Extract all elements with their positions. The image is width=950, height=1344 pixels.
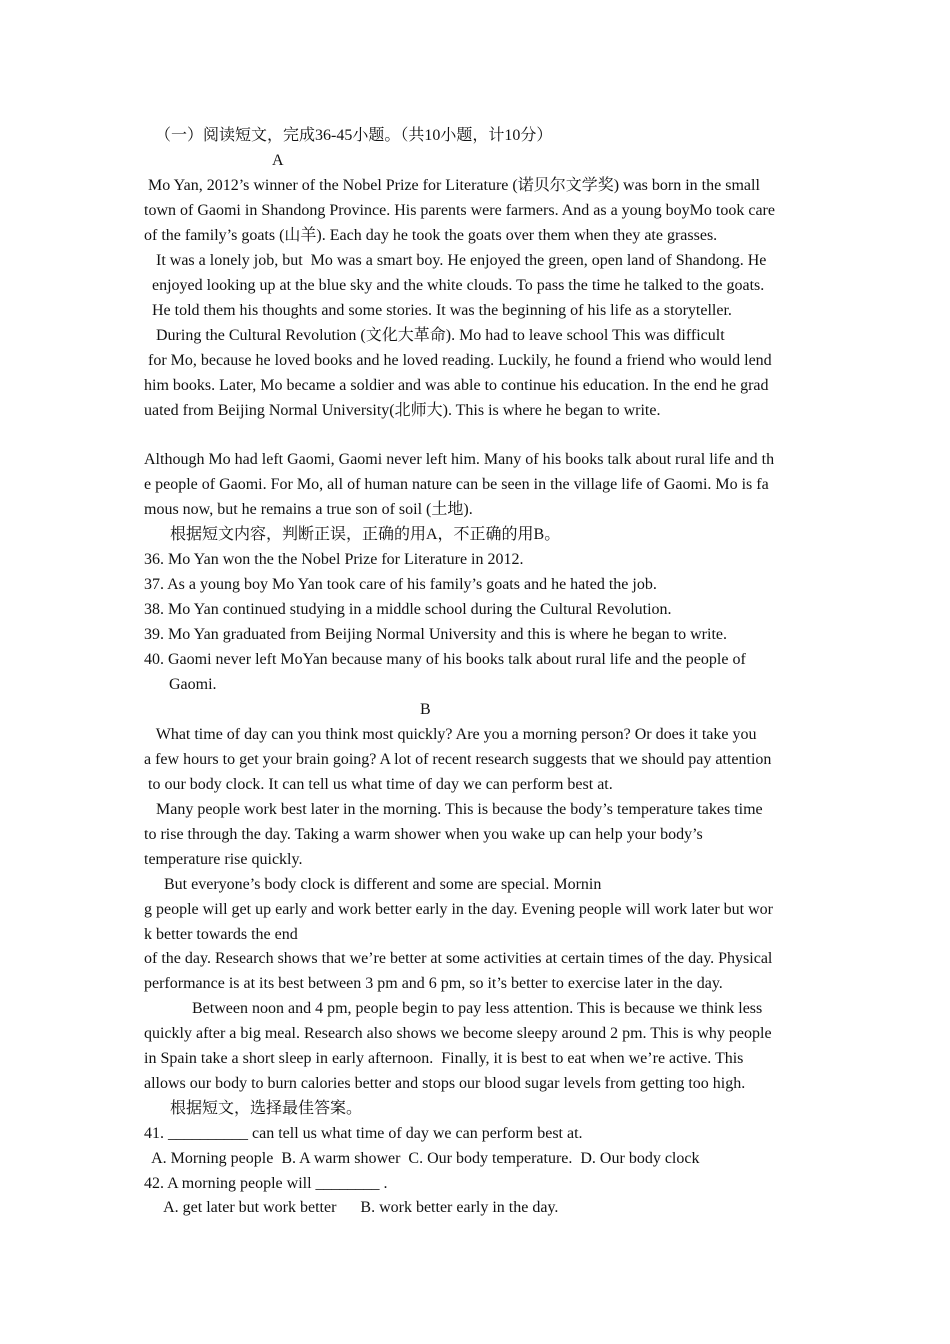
passage-a-line: town of Gaomi in Shandong Province. His parents were farmers. And as a young boyMo took care: [144, 202, 775, 219]
passage-a-line: enjoyed looking up at the blue sky and the white clouds. To pass the time he talked to the goats.: [144, 277, 765, 294]
instruction-a: 根据短文内容，判断正误，正确的用A，不正确的用B。: [170, 526, 561, 543]
passage-a-line: of the family’s goats (山羊). Each day he took the goats over them when they ate grasses.: [144, 227, 718, 244]
passage-b-line: performance is at its best between 3 pm and 6 pm, so it’s better to exercise later in the day.: [144, 975, 723, 992]
question-40-continuation: Gaomi.: [169, 676, 217, 693]
passage-b-line: quickly after a big meal. Research also shows we become sleepy around 2 pm. This is why people: [144, 1025, 772, 1042]
passage-a-line: It was a lonely job, but Mo was a smart boy. He enjoyed the green, open land of Shandong. He: [144, 252, 767, 269]
question-41-options: A. Morning people B. A warm shower C. Our body temperature. D. Our body clock: [144, 1150, 700, 1167]
section-heading: （一）阅读短文，完成36-45小题。（共10小题，计10分）: [155, 127, 553, 144]
passage-b-line: to rise through the day. Taking a warm shower when you wake up can help your body’s: [144, 826, 703, 843]
passage-b-line: a few hours to get your brain going? A lot of recent research suggests that we should pay attention: [144, 751, 772, 768]
passage-b-line: Many people work best later in the morning. This is because the body’s temperature takes time: [144, 801, 763, 818]
passage-b-label: B: [420, 701, 431, 718]
passage-b-line: temperature rise quickly.: [144, 851, 303, 868]
question-40: 40. Gaomi never left MoYan because many of his books talk about rural life and the people of: [144, 651, 746, 668]
passage-a-line: Mo Yan, 2012’s winner of the Nobel Prize for Literature (诺贝尔文学奖) was born in the small: [144, 177, 760, 194]
passage-b-line: g people will get up early and work better early in the day. Evening people will work later but wor: [144, 901, 773, 918]
passage-b-line: What time of day can you think most quickly? Are you a morning person? Or does it take you: [144, 726, 757, 743]
passage-a-line: mous now, but he remains a true son of soil (土地).: [144, 501, 473, 518]
passage-a-line: During the Cultural Revolution (文化大革命). Mo had to leave school This was difficult: [144, 327, 725, 344]
passage-a-line: him books. Later, Mo became a soldier and was able to continue his education. In the end he grad: [144, 377, 769, 394]
passage-b-line: to our body clock. It can tell us what time of day we can perform best at.: [144, 776, 613, 793]
passage-a-line: e people of Gaomi. For Mo, all of human nature can be seen in the village life of Gaomi. Mo is fa: [144, 476, 769, 493]
passage-b-line: But everyone’s body clock is different and some are special. Mornin: [144, 876, 602, 893]
passage-b-line: k better towards the end: [144, 926, 298, 943]
passage-a-label: A: [272, 152, 284, 169]
passage-a-line: uated from Beijing Normal University(北师大). This is where he began to write.: [144, 402, 661, 419]
passage-b-line: in Spain take a short sleep in early afternoon. Finally, it is best to eat when we’re active. This: [144, 1050, 744, 1067]
passage-a-line: for Mo, because he loved books and he loved reading. Luckily, he found a friend who would lend: [144, 352, 772, 369]
question-36: 36. Mo Yan won the the Nobel Prize for Literature in 2012.: [144, 551, 524, 568]
question-38: 38. Mo Yan continued studying in a middle school during the Cultural Revolution.: [144, 601, 672, 618]
passage-b-line: allows our body to burn calories better and stops our blood sugar levels from getting too high.: [144, 1075, 746, 1092]
question-41: 41. __________ can tell us what time of day we can perform best at.: [144, 1125, 583, 1142]
passage-a-line: He told them his thoughts and some stories. It was the beginning of his life as a storyteller.: [144, 302, 732, 319]
passage-a-line: Although Mo had left Gaomi, Gaomi never left him. Many of his books talk about rural life and th: [144, 451, 775, 468]
passage-b-line: Between noon and 4 pm, people begin to pay less attention. This is because we think less: [144, 1000, 763, 1017]
question-37: 37. As a young boy Mo Yan took care of his family’s goats and he hated the job.: [144, 576, 657, 593]
passage-b-line: of the day. Research shows that we’re better at some activities at certain times of the day. Physical: [144, 950, 773, 967]
question-42-options: A. get later but work better B. work better early in the day.: [144, 1199, 559, 1216]
instruction-b: 根据短文，选择最佳答案。: [170, 1100, 363, 1117]
question-39: 39. Mo Yan graduated from Beijing Normal University and this is where he began to write.: [144, 626, 727, 643]
question-42: 42. A morning people will ________ .: [144, 1175, 388, 1192]
